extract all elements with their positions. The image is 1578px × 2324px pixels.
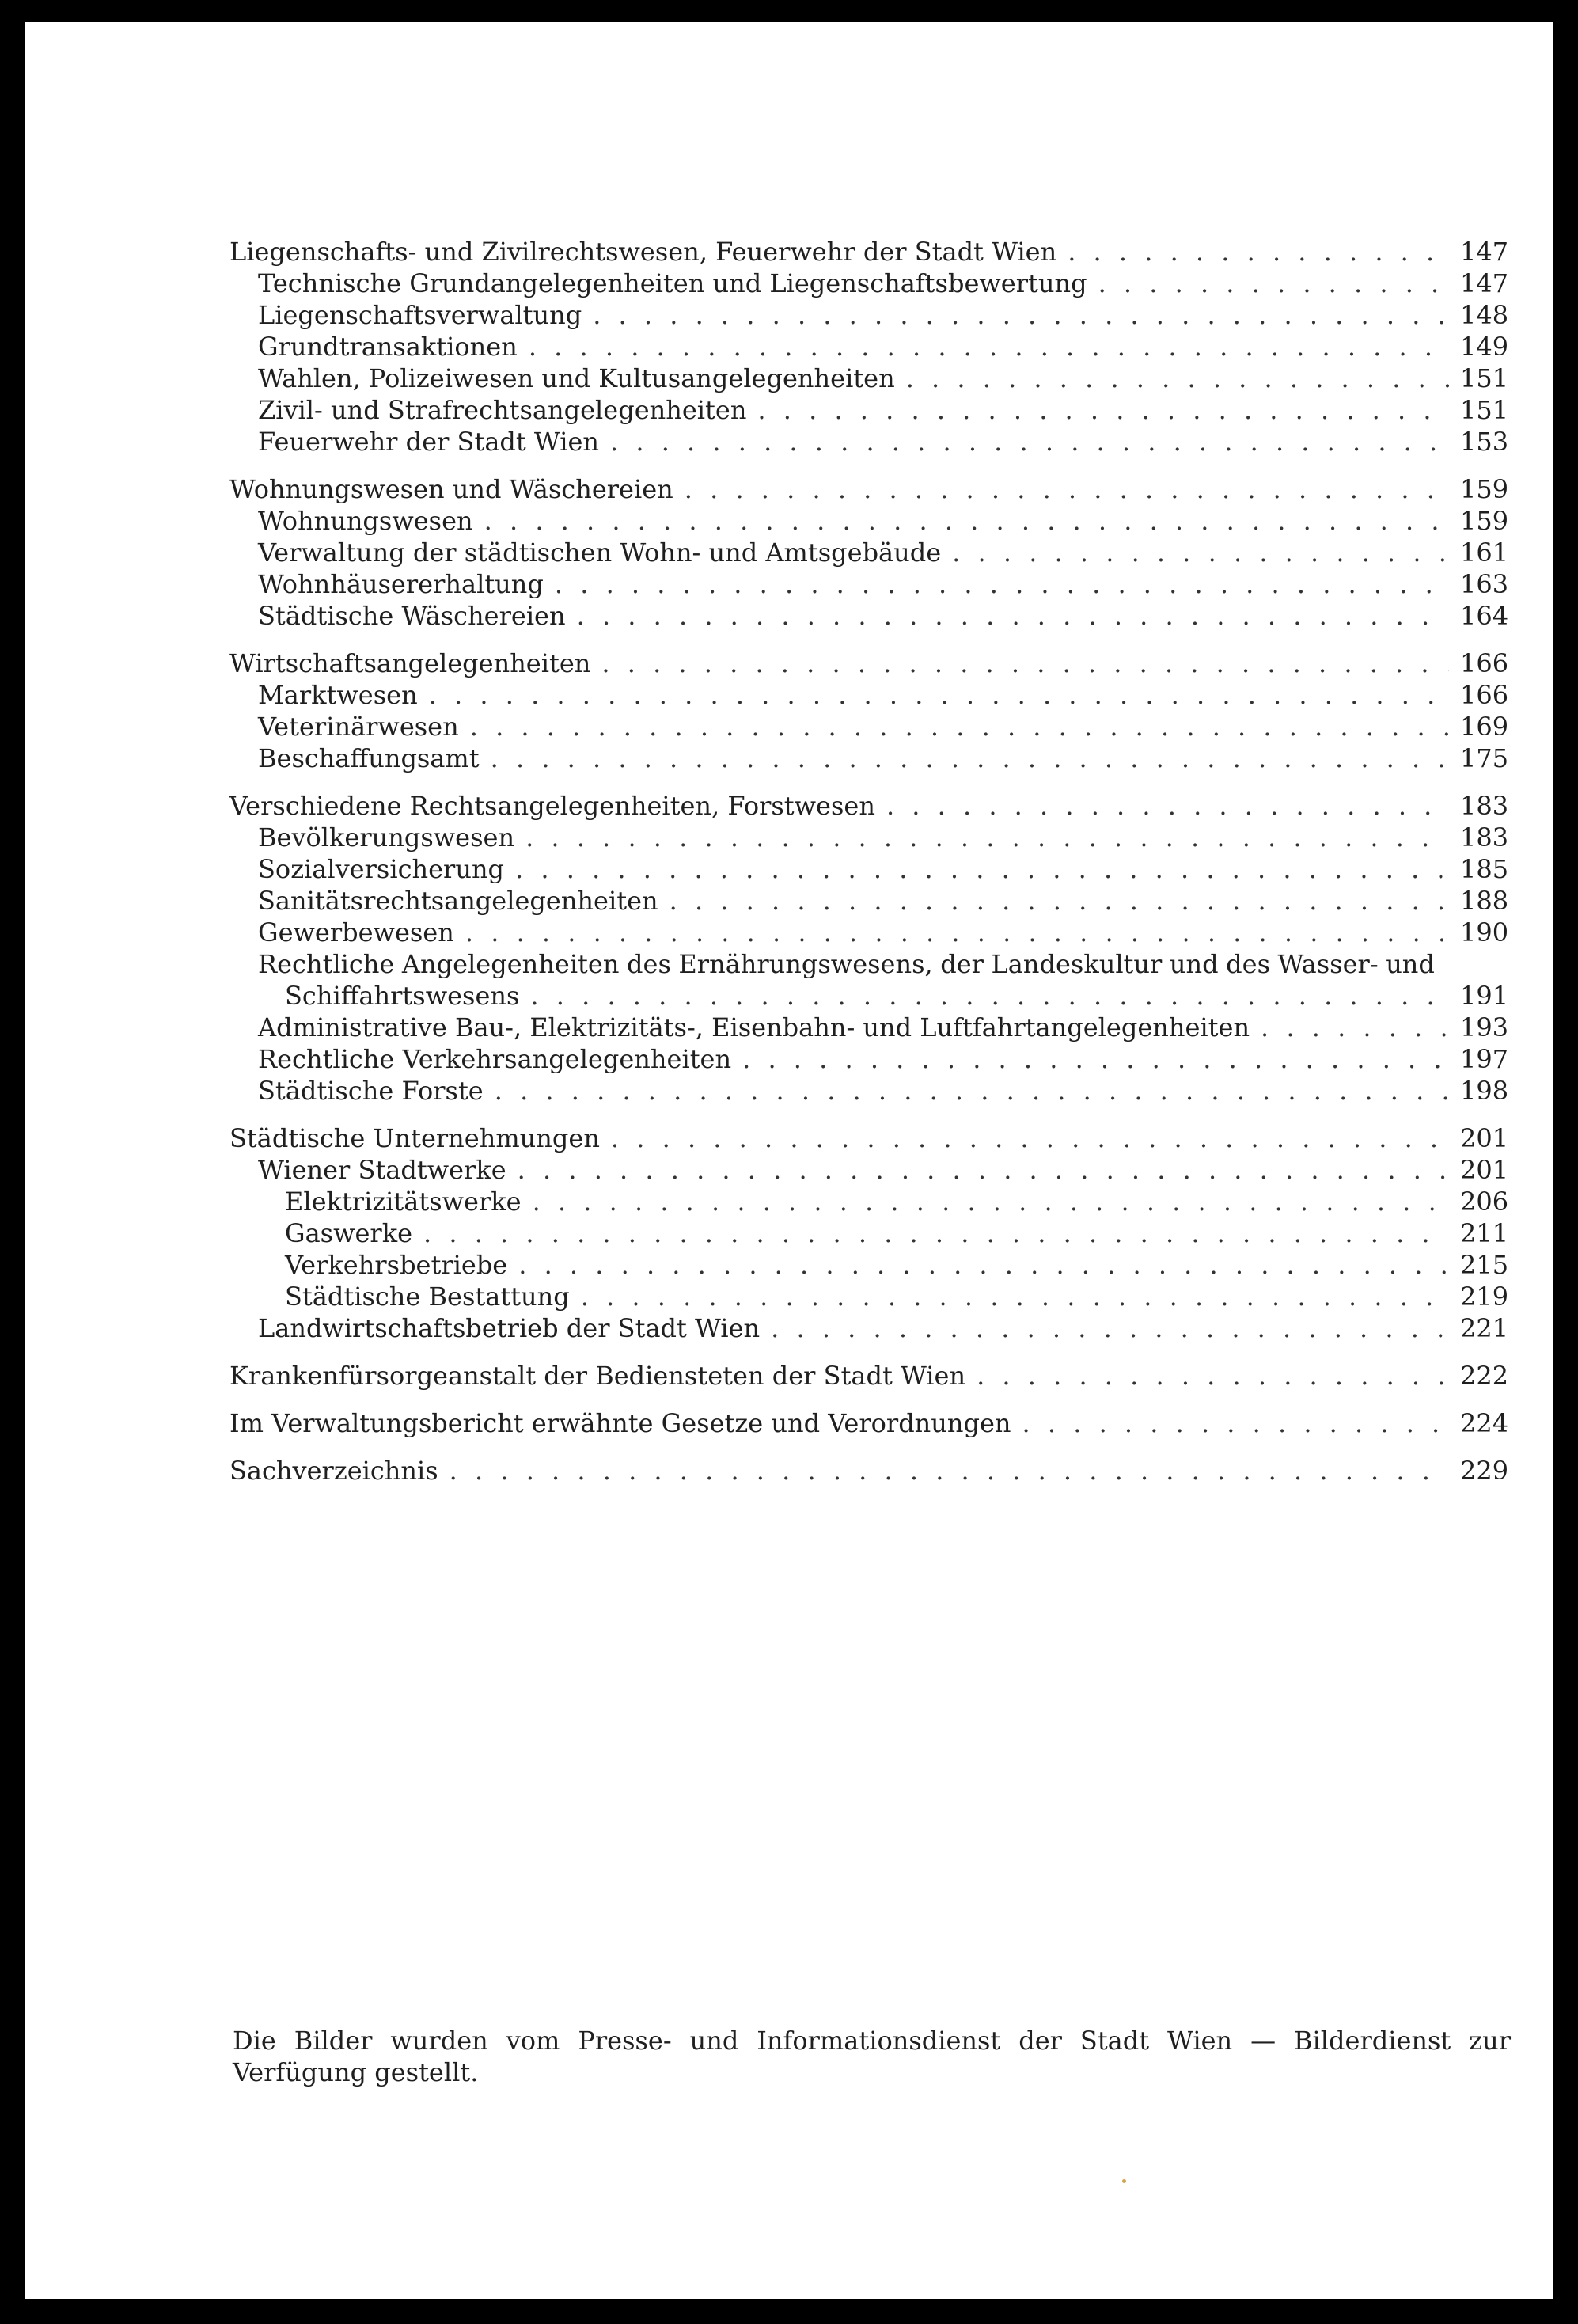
toc-entry-title: Technische Grundangelegenheiten und Liegenschaftsbewertung bbox=[258, 268, 1087, 298]
toc-entry-title: Marktwesen bbox=[258, 680, 418, 710]
toc-subentry bbox=[229, 742, 1508, 774]
toc-entry-page: 175 bbox=[1460, 743, 1509, 773]
toc-entry-page: 166 bbox=[1460, 680, 1509, 710]
toc-entry-title: Feuerwehr der Stadt Wien bbox=[258, 427, 600, 457]
dot-leader bbox=[515, 853, 1449, 885]
dot-leader bbox=[670, 885, 1449, 917]
toc-entry-page: 221 bbox=[1460, 1313, 1509, 1343]
toc-entry-title: Wirtschaftsangelegenheiten bbox=[229, 648, 591, 678]
toc-entry-page: 190 bbox=[1460, 917, 1509, 947]
word: Ernährungswesens, bbox=[678, 949, 933, 979]
toc-entry-page: 185 bbox=[1460, 854, 1509, 884]
dot-leader bbox=[906, 363, 1449, 394]
toc-entry bbox=[229, 1407, 1508, 1439]
toc-subentry bbox=[229, 537, 1508, 568]
image-credit-note: Die Bilder wurden vom Presse- und Informationsdienst der Stadt Wien — Bilderdienst zur Verfügung gestellt. bbox=[233, 2026, 1511, 2087]
toc-entry-page: 149 bbox=[1460, 332, 1509, 362]
toc-entry-page: 229 bbox=[1460, 1456, 1509, 1486]
toc-entry-page: 222 bbox=[1460, 1361, 1509, 1391]
toc-entry-page: 183 bbox=[1460, 822, 1509, 853]
dot-leader bbox=[742, 1043, 1449, 1075]
toc-entry-page: 163 bbox=[1460, 569, 1509, 599]
toc-entry-page: 151 bbox=[1460, 363, 1509, 393]
toc-section bbox=[229, 1455, 1508, 1487]
toc-entry-title: Bevölkerungswesen bbox=[258, 822, 515, 853]
toc-section bbox=[229, 790, 1508, 1107]
toc-entry-page: 201 bbox=[1460, 1123, 1509, 1153]
table-of-contents bbox=[229, 236, 1508, 1502]
toc-subsubentry bbox=[229, 1249, 1508, 1281]
toc-entry bbox=[229, 647, 1508, 679]
toc-subentry bbox=[229, 1312, 1508, 1344]
toc-entry-title: Verkehrsbetriebe bbox=[285, 1250, 508, 1280]
toc-entry-title: Gewerbewesen bbox=[258, 917, 454, 947]
toc-subentry bbox=[229, 331, 1508, 363]
toc-subsubentry bbox=[229, 1281, 1508, 1312]
toc-subentry bbox=[229, 299, 1508, 331]
toc-entry-title: Rechtliche Verkehrsangelegenheiten bbox=[258, 1044, 732, 1074]
word: Rechtliche bbox=[258, 949, 395, 979]
toc-subentry bbox=[229, 711, 1508, 742]
toc-subentry bbox=[229, 1043, 1508, 1075]
toc-entry-page: 215 bbox=[1460, 1250, 1509, 1280]
dot-leader bbox=[484, 505, 1449, 537]
toc-entry-page: 206 bbox=[1460, 1187, 1509, 1217]
dot-leader bbox=[529, 331, 1449, 363]
toc-entry-page: 224 bbox=[1460, 1408, 1509, 1438]
dot-leader bbox=[423, 1217, 1449, 1249]
toc-entry-page: 169 bbox=[1460, 712, 1509, 742]
toc-subentry bbox=[229, 394, 1508, 426]
dot-leader bbox=[593, 299, 1449, 331]
toc-entry-page: 147 bbox=[1460, 237, 1509, 267]
document-page bbox=[25, 22, 1553, 2299]
toc-section bbox=[229, 1360, 1508, 1392]
toc-subentry bbox=[229, 1012, 1508, 1043]
toc-subentry bbox=[229, 853, 1508, 885]
toc-entry-title: Elektrizitätswerke bbox=[285, 1187, 522, 1217]
toc-subentry bbox=[229, 822, 1508, 853]
toc-subentry bbox=[229, 1075, 1508, 1107]
toc-entry-title: Krankenfürsorgeanstalt der Bediensteten der Stadt Wien bbox=[229, 1361, 966, 1391]
toc-entry-title: Im Verwaltungsbericht erwähnte Gesetze und Verordnungen bbox=[229, 1408, 1011, 1438]
toc-entry-page: 148 bbox=[1460, 300, 1509, 330]
toc-entry-page: 153 bbox=[1460, 427, 1509, 457]
toc-entry-page: 201 bbox=[1460, 1155, 1509, 1185]
toc-section bbox=[229, 647, 1508, 774]
toc-entry-title: Städtische Bestattung bbox=[285, 1282, 570, 1312]
toc-subentry bbox=[229, 568, 1508, 600]
toc-entry-page: 219 bbox=[1460, 1282, 1509, 1312]
toc-entry-page: 183 bbox=[1460, 791, 1509, 821]
toc-entry bbox=[229, 473, 1508, 505]
toc-entry-title: Städtische Forste bbox=[258, 1076, 484, 1106]
dot-leader bbox=[1098, 268, 1449, 299]
dot-leader bbox=[886, 790, 1449, 822]
toc-subentry bbox=[229, 363, 1508, 394]
toc-entry-page: 191 bbox=[1460, 981, 1509, 1011]
toc-entry-title: Zivil- und Strafrechtsangelegenheiten bbox=[258, 395, 747, 425]
toc-entry-title: Wohnhäusererhaltung bbox=[258, 569, 544, 599]
toc-section bbox=[229, 236, 1508, 458]
toc-entry-title: Schiffahrtswesens bbox=[285, 981, 520, 1011]
toc-entry-page: 151 bbox=[1460, 395, 1509, 425]
toc-subentry bbox=[229, 885, 1508, 917]
toc-entry-title: Städtische Unternehmungen bbox=[229, 1123, 600, 1153]
toc-entry-page: 166 bbox=[1460, 648, 1509, 678]
toc-entry-page: 198 bbox=[1460, 1076, 1509, 1106]
toc-entry-title: Wahlen, Polizeiwesen und Kultusangelegenheiten bbox=[258, 363, 895, 393]
dot-leader bbox=[533, 1186, 1449, 1217]
word: und bbox=[1386, 949, 1435, 979]
toc-entry-page: 147 bbox=[1460, 268, 1509, 298]
word: des bbox=[627, 949, 671, 979]
toc-entry-page: 197 bbox=[1460, 1044, 1509, 1074]
toc-entry-title: Gaswerke bbox=[285, 1218, 413, 1248]
toc-entry-page: 188 bbox=[1460, 886, 1509, 916]
dot-leader bbox=[581, 1281, 1449, 1312]
toc-entry-title: Sozialversicherung bbox=[258, 854, 505, 884]
dot-leader bbox=[491, 742, 1449, 774]
dot-leader bbox=[530, 980, 1449, 1012]
word: des bbox=[1226, 949, 1270, 979]
toc-entry-title: Wiener Stadtwerke bbox=[258, 1155, 506, 1185]
toc-entry-title: Veterinärwesen bbox=[258, 712, 459, 742]
dot-leader bbox=[610, 426, 1449, 458]
dot-leader bbox=[952, 537, 1449, 568]
toc-entry bbox=[229, 790, 1508, 822]
paper-speck bbox=[1122, 2179, 1126, 2183]
dot-leader bbox=[1068, 236, 1449, 268]
toc-subentry bbox=[229, 917, 1508, 948]
toc-entry bbox=[229, 1360, 1508, 1392]
word: und bbox=[1169, 949, 1219, 979]
word: Wasser- bbox=[1277, 949, 1379, 979]
word: Angelegenheiten bbox=[401, 949, 620, 979]
toc-subentry bbox=[229, 600, 1508, 632]
toc-subentry bbox=[229, 1154, 1508, 1186]
dot-leader bbox=[611, 1122, 1449, 1154]
dot-leader bbox=[685, 473, 1449, 505]
toc-entry-title: Städtische Wäschereien bbox=[258, 601, 566, 631]
toc-subentry bbox=[229, 505, 1508, 537]
dot-leader bbox=[470, 711, 1449, 742]
dot-leader bbox=[771, 1312, 1449, 1344]
dot-leader bbox=[525, 822, 1449, 853]
dot-leader bbox=[518, 1249, 1449, 1281]
dot-leader bbox=[555, 568, 1449, 600]
dot-leader bbox=[601, 647, 1449, 679]
toc-entry-page: 211 bbox=[1460, 1218, 1509, 1248]
toc-entry-title: Wohnungswesen und Wäschereien bbox=[229, 474, 673, 504]
toc-subentry bbox=[229, 679, 1508, 711]
toc-subsubentry bbox=[229, 1217, 1508, 1249]
toc-entry-title: Verwaltung der städtischen Wohn- und Amtsgebäude bbox=[258, 537, 942, 568]
toc-entry-title: Liegenschafts- und Zivilrechtswesen, Feuerwehr der Stadt Wien bbox=[229, 237, 1057, 267]
toc-section bbox=[229, 1122, 1508, 1344]
toc-entry-title: Grundtransaktionen bbox=[258, 332, 518, 362]
dot-leader bbox=[518, 1154, 1449, 1186]
dot-leader bbox=[1022, 1407, 1449, 1439]
toc-entry bbox=[229, 236, 1508, 268]
toc-entry-title: Administrative Bau-, Elektrizitäts-, Eisenbahn- und Luftfahrtangelegenheiten bbox=[258, 1012, 1250, 1042]
toc-entry-title: Sanitätsrechtsangelegenheiten bbox=[258, 886, 658, 916]
dot-leader bbox=[757, 394, 1449, 426]
toc-subentry-continuation bbox=[229, 980, 1508, 1012]
dot-leader bbox=[577, 600, 1449, 632]
toc-subentry-wrapped-line bbox=[229, 948, 1508, 980]
dot-leader bbox=[1261, 1012, 1449, 1043]
toc-entry-title: Verschiedene Rechtsangelegenheiten, Forstwesen bbox=[229, 791, 875, 821]
toc-entry bbox=[229, 1122, 1508, 1154]
word: der bbox=[940, 949, 984, 979]
toc-entry-page: 164 bbox=[1460, 601, 1509, 631]
word: Landeskultur bbox=[991, 949, 1163, 979]
dot-leader bbox=[450, 1455, 1449, 1487]
toc-subentry bbox=[229, 426, 1508, 458]
toc-entry-title: Landwirtschaftsbetrieb der Stadt Wien bbox=[258, 1313, 761, 1343]
toc-entry bbox=[229, 1455, 1508, 1487]
toc-subentry bbox=[229, 268, 1508, 299]
toc-entry-title: Beschaffungsamt bbox=[258, 743, 480, 773]
toc-entry-page: 193 bbox=[1460, 1012, 1509, 1042]
toc-entry-title: Liegenschaftsverwaltung bbox=[258, 300, 582, 330]
toc-entry-title: Wohnungswesen bbox=[258, 506, 473, 536]
toc-entry-page: 161 bbox=[1460, 537, 1509, 568]
dot-leader bbox=[465, 917, 1449, 948]
dot-leader bbox=[495, 1075, 1449, 1107]
toc-section bbox=[229, 473, 1508, 632]
dot-leader bbox=[977, 1360, 1449, 1392]
dot-leader bbox=[429, 679, 1449, 711]
toc-subsubentry bbox=[229, 1186, 1508, 1217]
toc-entry-page: 159 bbox=[1460, 474, 1509, 504]
toc-section bbox=[229, 1407, 1508, 1439]
toc-entry-page: 159 bbox=[1460, 506, 1509, 536]
toc-entry-title: Sachverzeichnis bbox=[229, 1456, 438, 1486]
